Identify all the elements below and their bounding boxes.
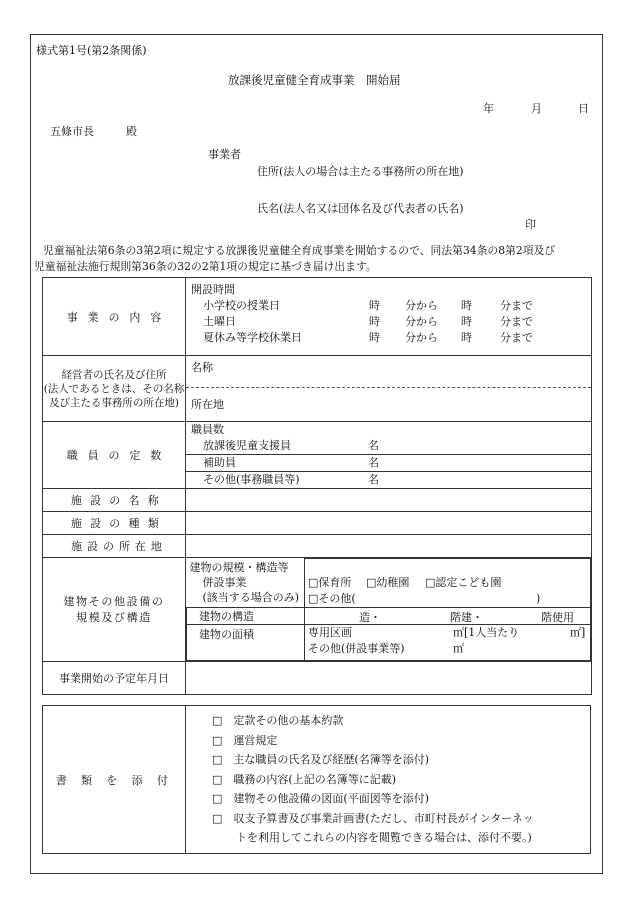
- area-value: [305, 625, 591, 661]
- attachment-item[interactable]: [212, 770, 590, 790]
- area-other-line: [308, 641, 590, 657]
- hours-from: 分から: [405, 299, 438, 312]
- option-nursery[interactable]: □保育所: [308, 576, 352, 589]
- attachments-table: [42, 705, 591, 854]
- area-exclusive: 専用区画: [308, 626, 352, 639]
- label-building: [43, 558, 186, 662]
- attachment-item[interactable]: [212, 750, 590, 770]
- operator-label-3: 及び主たる事務所の所在地): [48, 396, 180, 409]
- date-year: 年: [483, 102, 494, 115]
- checkbox-icon[interactable]: □: [212, 733, 223, 747]
- staff-cell: [186, 422, 592, 489]
- addressee-name: 五條市長: [50, 125, 94, 138]
- row-facility-name: [43, 489, 592, 512]
- hours-label: 夏休み等学校休業日: [203, 331, 302, 344]
- addressee-honorific: 殿: [126, 125, 137, 138]
- area-other-unit: ㎡: [453, 642, 464, 655]
- operator-name: 名称: [191, 361, 213, 374]
- form-number: 様式第1号(第2条関係): [36, 44, 147, 57]
- area-label: 建物の面積: [187, 625, 305, 661]
- attachment-text: 収支予算書及び事業計画書(ただし、市町村長がインターネッ: [233, 811, 534, 825]
- row-staff: [43, 422, 592, 489]
- operator-label-2: (法人であるときは、その名称: [43, 382, 185, 395]
- checkbox-icon[interactable]: □: [212, 753, 223, 766]
- attachment-item[interactable]: [212, 789, 590, 809]
- hours-line: [191, 298, 591, 314]
- staff-label: その他(事務職員等): [203, 473, 300, 486]
- date-month: 月: [531, 102, 542, 115]
- attachments-list: [186, 706, 591, 854]
- area-unit-close: ㎡]: [570, 626, 586, 639]
- structure-value: [305, 608, 591, 625]
- building-subtable: [186, 558, 591, 661]
- operator-label-1: 経営者の氏名及び住所: [61, 368, 167, 381]
- checkbox-icon[interactable]: □: [212, 792, 223, 805]
- attachment-text: 定款その他の基本約款: [233, 714, 344, 727]
- main-form-table: [42, 277, 592, 695]
- hours-until: 分まで: [500, 299, 533, 312]
- statement-line-2: 児童福祉法施行規則第36条の32の2第1項の規定に基づき届け出ます。: [34, 260, 377, 273]
- attachment-item[interactable]: [212, 731, 590, 751]
- hours-label: 土曜日: [203, 315, 236, 328]
- label-facility-type: 施設の種類: [43, 512, 186, 535]
- form-title: 放課後児童健全育成事業 開始届: [228, 73, 401, 87]
- attachment-text: 主な職員の氏名及び経歴(名簿等を添付): [233, 753, 429, 766]
- attachment-continuation: トを利用してこれらの内容を閲覧できる場合は、添付不要。): [236, 831, 532, 844]
- checkbox-icon[interactable]: □: [212, 811, 223, 825]
- staff-label: 放課後児童支援員: [203, 439, 291, 452]
- attachment-text: 建物その他設備の図面(平面図等を添付): [233, 792, 429, 805]
- structure-floors: 階建・: [450, 611, 483, 624]
- label-operator: [43, 356, 186, 422]
- staff-line: [186, 472, 591, 488]
- statement-line-1: 児童福祉法第6条の3第2項に規定する放課後児童健全育成事業を開始するので、同法第34条の8第2項及び: [43, 244, 556, 257]
- row-facility-type: [43, 512, 592, 535]
- operator-address: 所在地: [186, 387, 591, 421]
- building-label-1: 建物その他設備の: [63, 594, 165, 608]
- hours-hour1: 時: [369, 299, 380, 312]
- facility-location-value: [186, 535, 592, 558]
- hours-from: 分から: [405, 315, 438, 328]
- checkbox-icon[interactable]: □: [212, 714, 223, 727]
- hours-hour1: 時: [369, 315, 380, 328]
- option-certified[interactable]: □認定こども園: [425, 576, 502, 589]
- option-other-close: ): [536, 592, 541, 605]
- area-other: その他(併設事業等): [308, 642, 405, 655]
- hours-line: [191, 330, 591, 346]
- label-start-date: 事業開始の予定年月日: [43, 662, 186, 695]
- attachment-item[interactable]: [212, 809, 590, 829]
- building-header-cell: [187, 559, 305, 608]
- hours-until: 分まで: [500, 315, 533, 328]
- combined-other-line: [308, 591, 590, 607]
- staff-unit: 名: [368, 439, 379, 452]
- business-hours-cell: [186, 278, 592, 356]
- applicant-label: 事業者: [208, 148, 241, 161]
- date-day: 日: [578, 102, 589, 115]
- hours-until: 分まで: [500, 331, 533, 344]
- seal-mark: 印: [525, 218, 536, 231]
- hours-line: [191, 314, 591, 330]
- row-business: [43, 278, 592, 356]
- label-business: 事業の内容: [43, 278, 186, 356]
- structure-use: 階使用: [541, 611, 574, 624]
- hours-label: 小学校の授業日: [203, 299, 280, 312]
- label-staff: 職員の定数: [43, 422, 186, 489]
- attachment-item[interactable]: [212, 711, 590, 731]
- option-kindergarten[interactable]: □幼稚園: [366, 576, 410, 589]
- operator-cell: [186, 356, 592, 422]
- facility-type-value: [186, 512, 592, 535]
- structure-zo: 造・: [359, 611, 381, 624]
- hours-hour2: 時: [461, 315, 472, 328]
- start-date-value: [186, 662, 592, 695]
- structure-label: 建物の構造: [187, 608, 305, 625]
- row-start-date: [43, 662, 592, 695]
- attachment-text: 運営規定: [233, 733, 278, 747]
- hours-hour2: 時: [461, 331, 472, 344]
- combined-label-1: 併設事業: [202, 575, 247, 589]
- hours-from: 分から: [405, 331, 438, 344]
- row-facility-location: [43, 535, 592, 558]
- hours-hour2: 時: [461, 299, 472, 312]
- applicant-name-label: 氏名(法人名又は団体名及び代表者の氏名): [257, 202, 464, 215]
- row-operator: [43, 356, 592, 422]
- combined-label-2: (該当する場合のみ): [202, 590, 300, 604]
- option-other[interactable]: □その他(: [308, 592, 356, 605]
- applicant-address-label: 住所(法人の場合は主たる事務所の所在地): [257, 165, 464, 178]
- staff-line: [186, 438, 591, 455]
- building-header: 建物の規模・構造等: [189, 560, 289, 574]
- combined-options-cell: [305, 559, 591, 608]
- row-building: [43, 558, 592, 662]
- combined-options-line: [308, 575, 590, 591]
- hours-hour1: 時: [369, 331, 380, 344]
- checkbox-icon[interactable]: □: [212, 772, 223, 786]
- hours-title: 開設時間: [191, 283, 235, 296]
- area-unit: ㎡[1人当たり: [453, 626, 520, 639]
- area-exclusive-line: [308, 625, 590, 641]
- staff-title: 職員数: [191, 423, 224, 436]
- facility-name-value: [186, 489, 592, 512]
- label-attachments: 書類を添付: [43, 706, 186, 854]
- staff-unit: 名: [368, 456, 379, 469]
- building-cell: [186, 558, 592, 662]
- staff-line: [186, 455, 591, 472]
- staff-unit: 名: [368, 473, 379, 486]
- label-facility-location: 施設の所在地: [43, 535, 186, 558]
- label-facility-name: 施設の名称: [43, 489, 186, 512]
- staff-label: 補助員: [203, 456, 236, 469]
- attachment-text: 職務の内容(上記の名簿等に記載): [233, 772, 396, 786]
- building-label-2: 規模及び構造: [76, 610, 152, 624]
